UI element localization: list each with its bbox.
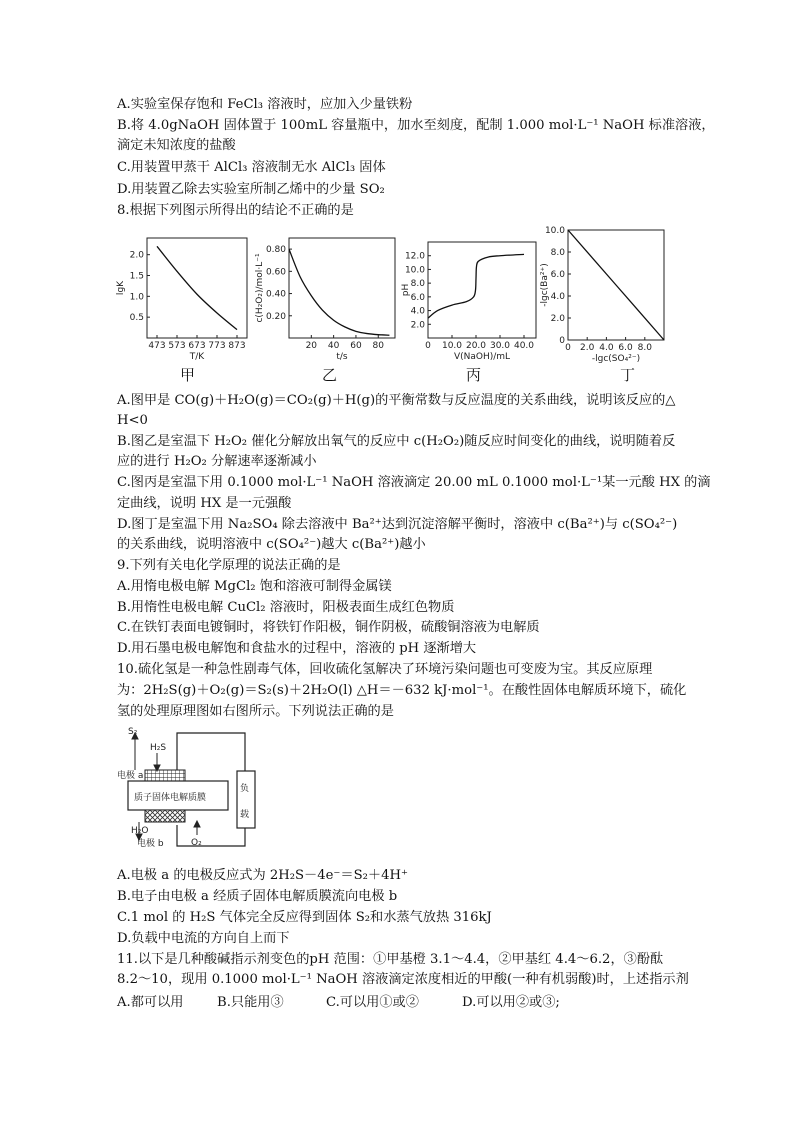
series-line xyxy=(157,246,237,329)
x-tick-label: 20 xyxy=(305,341,318,351)
y-tick-label: 4.0 xyxy=(410,306,425,317)
q10-stem-line2: 为：2H₂S(g)＋O₂(g)＝S₂(s)＋2H₂O(l) △H＝－632 kJ·mol⁻¹。在酸性固体电解质环境下，硫化 xyxy=(117,683,687,698)
y-tick-label: 2.0 xyxy=(410,320,425,331)
x-tick-label: 873 xyxy=(228,341,246,351)
y-tick-label: 0.5 xyxy=(129,313,144,324)
q10-option-b: B.电子由电极 a 经质子固体电解质膜流向电极 b xyxy=(117,889,398,904)
y-tick-label: 0.60 xyxy=(265,267,286,278)
label-h2o: H₂O xyxy=(131,826,149,836)
y-tick-label: 12.0 xyxy=(404,251,425,262)
q11-stem-line2: 8.2～10，现用 0.1000 mol·L⁻¹ NaOH 溶液滴定浓度相近的甲酸(一种有机弱酸)时，上述指示剂 xyxy=(117,972,689,987)
y-tick-label: 0 xyxy=(559,336,565,346)
q8-option-b-line2: 应的进行 H₂O₂ 分解速率逐渐减小 xyxy=(117,454,317,469)
y-tick-label: 6.0 xyxy=(550,270,565,280)
chart-caption-bing: 丙 xyxy=(466,366,482,384)
y-tick-label: 2.0 xyxy=(129,250,144,261)
y-tick-label: 0.80 xyxy=(265,245,286,256)
y-tick-label: 0.20 xyxy=(265,311,286,322)
q10-option-d: D.负载中电流的方向自上而下 xyxy=(117,931,290,946)
series-line xyxy=(289,249,389,335)
x-axis-label: t/s xyxy=(336,352,348,362)
q10-option-a: A.电极 a 的电极反应式为 2H₂S－4e⁻＝S₂＋4H⁺ xyxy=(117,868,408,883)
x-tick-label: 60 xyxy=(350,341,362,351)
q11-stem-line1: 11.以下是几种酸碱指示剂变色的pH 范围：①甲基橙 3.1～4.4，②甲基红 4.4～6.2，③酚酞 xyxy=(117,952,664,967)
q10-stem-line3: 氢的处理原理图如右图所示。下列说法正确的是 xyxy=(117,704,394,719)
chart-caption-yi: 乙 xyxy=(322,366,338,384)
q11-option-d: D.可以用②或③; xyxy=(462,995,560,1010)
chart-caption-ding: 丁 xyxy=(620,366,636,384)
y-tick-label: 2.0 xyxy=(550,314,565,324)
plot-frame xyxy=(289,238,395,338)
label-membrane: 质子固体电解质膜 xyxy=(134,793,207,803)
series-line xyxy=(428,254,524,318)
q9-option-a: A.用惰电极电解 MgCl₂ 饱和溶液可制得金属镁 xyxy=(117,579,392,594)
q11-option-c: C.可以用①或② xyxy=(326,995,419,1010)
chart-caption-jia: 甲 xyxy=(180,366,196,384)
q9-option-b: B.用惰性电极电解 CuCl₂ 溶液时，阳极表面生成红色物质 xyxy=(117,600,455,615)
label-h2s: H₂S xyxy=(150,743,167,753)
y-tick-label: 8.0 xyxy=(550,248,565,258)
y-axis-label: c(H₂O₂)/mol·L⁻¹ xyxy=(255,253,265,323)
q7-option-b-line1: B.将 4.0gNaOH 固体置于 100mL 容量瓶中，加水至刻度，配制 1.000 mol·L⁻¹ NaOH 标准溶液， xyxy=(117,118,715,133)
y-tick-label: 6.0 xyxy=(410,292,425,303)
x-tick-label: 40.0 xyxy=(513,341,535,351)
q9-stem: 9.下列有关电化学原理的说法正确的是 xyxy=(117,558,341,573)
y-tick-label: 1.0 xyxy=(129,292,144,303)
x-tick-label: 673 xyxy=(188,341,206,351)
q8-option-d-line2: 的关系曲线，说明溶液中 c(SO₄²⁻)越大 c(Ba²⁺)越小 xyxy=(117,537,426,552)
x-tick-label: 4.0 xyxy=(599,343,614,353)
q8-option-c-line2: 定曲线，说明 HX 是一元强酸 xyxy=(117,496,292,511)
x-tick-label: 0 xyxy=(425,341,431,351)
q8-option-a-line1: A.图甲是 CO(g)＋H₂O(g)＝CO₂(g)＋H(g)的平衡常数与反应温度的关系曲线，说明该反应的△ xyxy=(117,393,676,408)
q7-option-c: C.用装置甲蒸干 AlCl₃ 溶液制无水 AlCl₃ 固体 xyxy=(117,160,386,175)
label-load-2: 载 xyxy=(240,810,250,820)
x-tick-label: 773 xyxy=(208,341,226,351)
x-tick-label: 6.0 xyxy=(618,343,633,353)
x-tick-label: 8.0 xyxy=(637,343,652,353)
electrolysis-diagram xyxy=(115,725,275,855)
x-tick-label: 0 xyxy=(565,343,571,353)
q8-option-d-line1: D.图丁是室温下用 Na₂SO₄ 除去溶液中 Ba²⁺达到沉淀溶解平衡时，溶液中 c(Ba²⁺)与 c(SO₄²⁻) xyxy=(117,517,678,532)
label-load-1: 负 xyxy=(240,784,250,794)
x-axis-label: -lgc(SO₄²⁻) xyxy=(591,354,641,364)
label-electrode-b: 电极 b xyxy=(137,839,164,849)
chart-jia xyxy=(115,226,255,366)
q7-option-a: A.实验室保存饱和 FeCl₃ 溶液时，应加入少量铁粉 xyxy=(117,97,413,112)
q9-option-c: C.在铁钉表面电镀铜时，将铁钉作阳极，铜作阴极，硫酸铜溶液为电解质 xyxy=(117,620,540,635)
chart-ding xyxy=(540,222,670,366)
y-tick-label: 0.40 xyxy=(265,289,286,300)
x-axis-label: T/K xyxy=(189,352,205,362)
x-tick-label: 80 xyxy=(372,341,384,351)
q8-stem: 8.根据下列图示所得出的结论不正确的是 xyxy=(117,203,354,218)
x-tick-label: 2.0 xyxy=(580,343,595,353)
x-tick-label: 30.0 xyxy=(489,341,511,351)
q9-option-d: D.用石墨电极电解饱和食盐水的过程中，溶液的 pH 逐渐增大 xyxy=(117,641,477,656)
plot-frame xyxy=(428,242,536,338)
series-line xyxy=(568,230,664,340)
label-s2: S₂ xyxy=(128,727,138,737)
x-tick-label: 20.0 xyxy=(465,341,487,351)
y-tick-label: 1.5 xyxy=(129,271,144,282)
q11-option-b: B.只能用③ xyxy=(217,995,284,1010)
y-tick-label: 8.0 xyxy=(410,279,425,290)
chart-yi xyxy=(255,226,405,366)
label-o2: O₂ xyxy=(191,838,202,848)
x-tick-label: 40 xyxy=(327,341,340,351)
q11-option-a: A.都可以用 xyxy=(117,995,184,1010)
q8-option-c-line1: C.图丙是室温下用 0.1000 mol·L⁻¹ NaOH 溶液滴定 20.00 mL 0.1000 mol·L⁻¹某一元酸 HX 的滴 xyxy=(117,475,711,490)
x-tick-label: 10.0 xyxy=(441,341,463,351)
x-tick-label: 473 xyxy=(148,341,166,351)
q10-stem-line1: 10.硫化氢是一种急性剧毒气体，回收硫化氢解决了环境污染问题也可变废为宝。其反应原理 xyxy=(117,662,653,677)
label-electrode-a: 电极 a xyxy=(117,771,144,781)
q8-option-a-line2: H<0 xyxy=(117,413,148,428)
y-tick-label: 10.0 xyxy=(404,265,425,276)
x-tick-label: 573 xyxy=(168,341,186,351)
x-axis-label: V(NaOH)/mL xyxy=(453,352,511,362)
chart-bing xyxy=(398,226,548,366)
q8-option-b-line1: B.图乙是室温下 H₂O₂ 催化分解放出氧气的反应中 c(H₂O₂)随反应时间变化的曲线，说明随着反 xyxy=(117,434,676,449)
q10-option-c: C.1 mol 的 H₂S 气体完全反应得到固体 S₂和水蒸气放热 316kJ xyxy=(117,910,492,925)
y-axis-label: pH xyxy=(401,283,411,297)
y-axis-label: -lgc(Ba²⁺) xyxy=(540,263,550,307)
q7-option-b-line2: 滴定未知浓度的盐酸 xyxy=(117,138,236,153)
y-tick-label: 4.0 xyxy=(550,292,565,302)
y-tick-label: 10.0 xyxy=(544,226,565,236)
q7-option-d: D.用装置乙除去实验室所制乙烯中的少量 SO₂ xyxy=(117,182,385,197)
y-axis-label: lgK xyxy=(116,280,126,296)
